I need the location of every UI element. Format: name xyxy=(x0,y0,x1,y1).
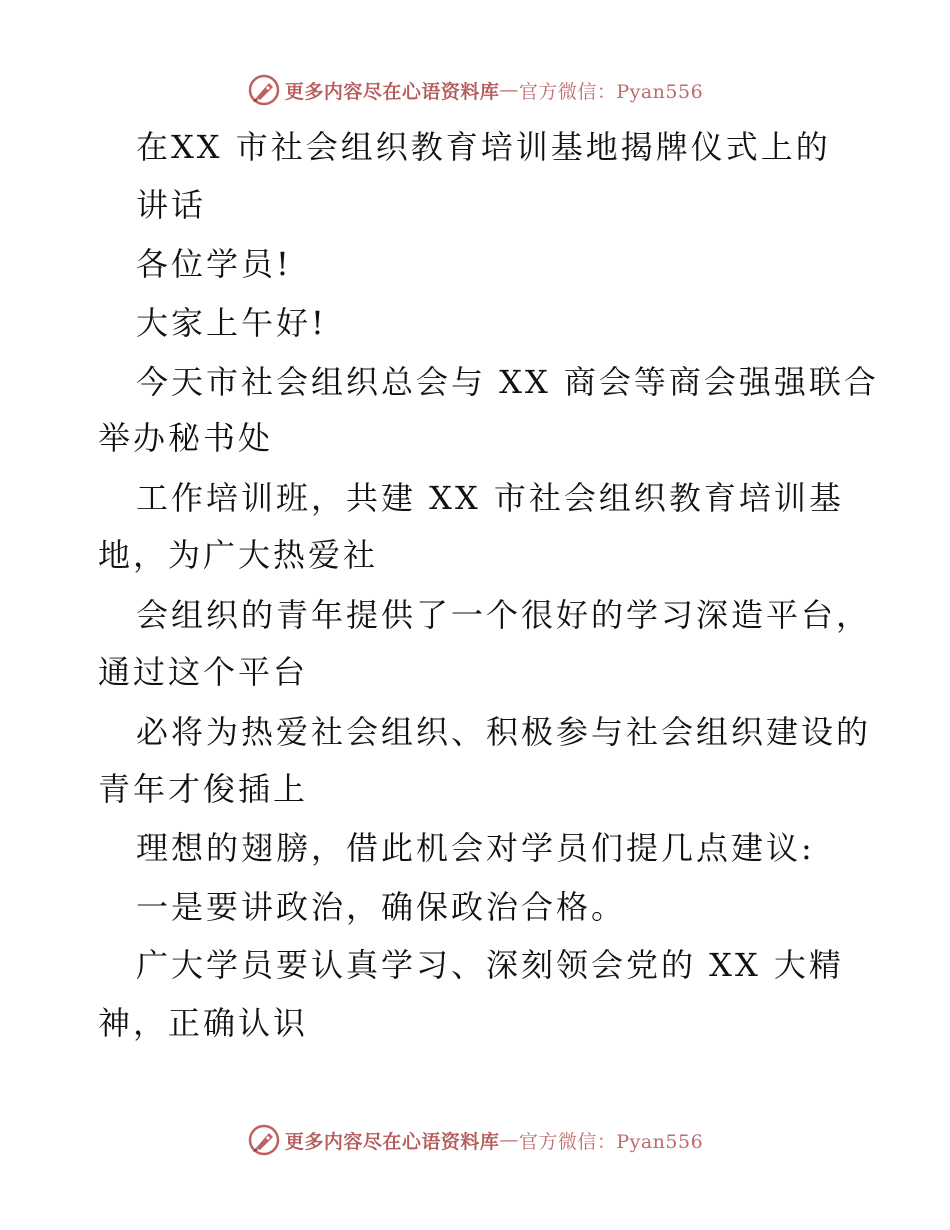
paragraph-line: 今天市社会组织总会与 XX 商会等商会强强联合 xyxy=(136,363,879,401)
paragraph-line: 必将为热爱社会组织、积极参与社会组织建设的 xyxy=(136,713,872,751)
paragraph-line: 举办秘书处 xyxy=(98,419,274,457)
pen-nib-logo-icon xyxy=(247,1123,281,1157)
watermark-wechat-text: 官方微信：Pyan556 xyxy=(518,80,704,103)
watermark-dash: — xyxy=(499,79,519,101)
paragraph-line: 会组织的青年提供了一个很好的学习深造平台， xyxy=(136,596,872,634)
watermark-site-text: 更多内容尽在心语资料库 xyxy=(284,1130,500,1153)
paragraph-line: 神，正确认识 xyxy=(98,1004,309,1042)
watermark-wechat-text: 官方微信：Pyan556 xyxy=(518,1130,704,1153)
paragraph-line: 一是要讲政治，确保政治合格。 xyxy=(136,888,627,926)
footer-watermark xyxy=(0,1120,950,1160)
paragraph-line: 地，为广大热爱社 xyxy=(98,536,379,574)
document-title-line-2: 讲话 xyxy=(136,186,207,224)
paragraph-line: 大家上午好! xyxy=(136,304,327,342)
paragraph-line: 通过这个平台 xyxy=(98,653,309,691)
watermark-site-text: 更多内容尽在心语资料库 xyxy=(284,80,500,103)
watermark-dash: — xyxy=(499,1129,519,1151)
paragraph-line: 工作培训班，共建 XX 市社会组织教育培训基 xyxy=(136,479,844,517)
paragraph-line: 青年才俊插上 xyxy=(98,770,309,808)
paragraph-line: 广大学员要认真学习、深刻领会党的 XX 大精 xyxy=(136,946,844,984)
paragraph-line: 理想的翅膀，借此机会对学员们提几点建议: xyxy=(136,829,815,867)
document-title-line-1: 在XX 市社会组织教育培训基地揭牌仪式上的 xyxy=(136,128,831,166)
paragraph-line: 各位学员! xyxy=(136,245,292,283)
